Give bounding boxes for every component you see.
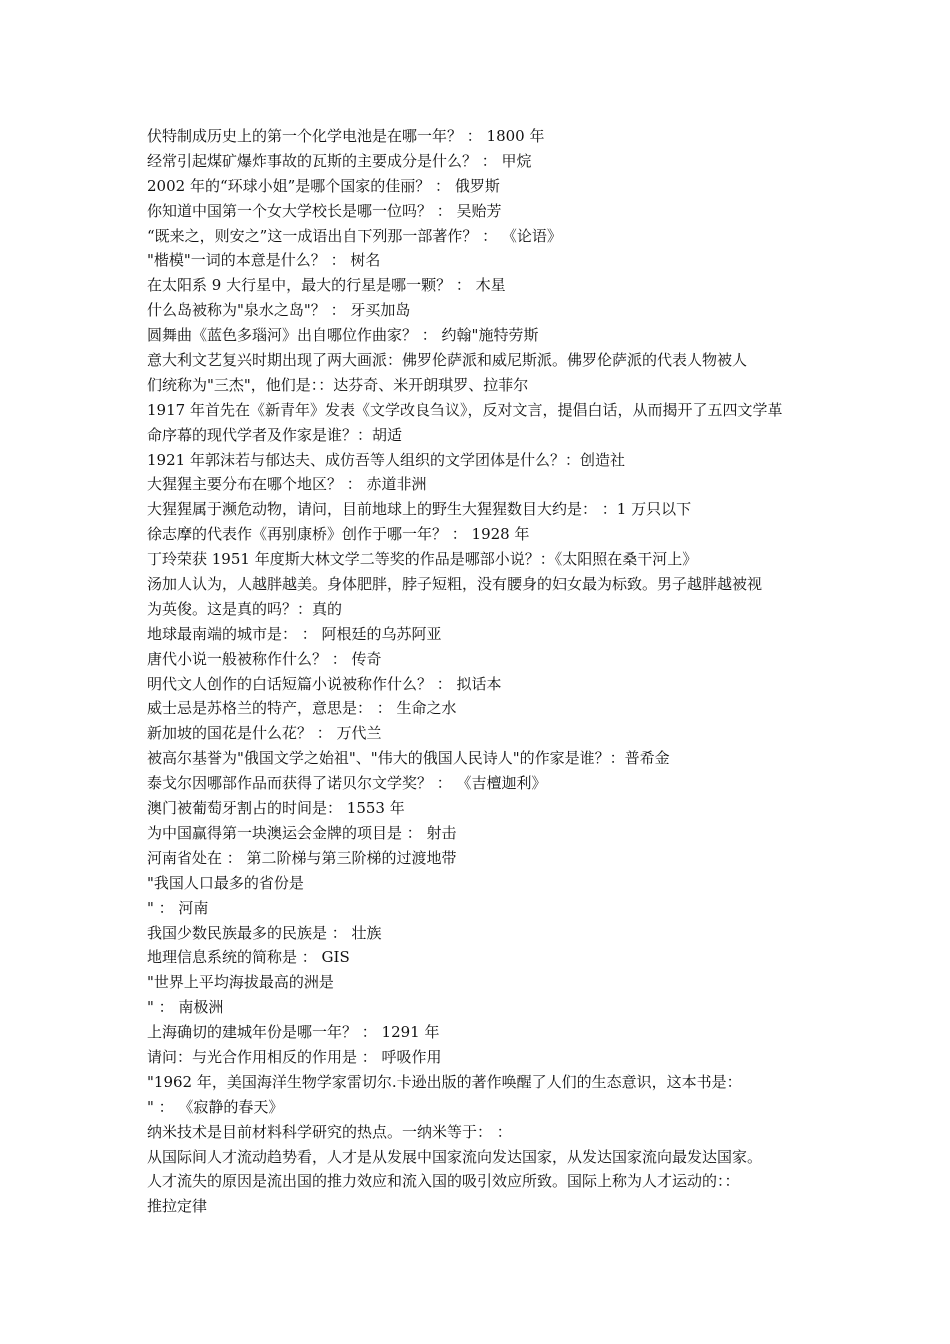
text-line: " ： 南极洲 <box>147 998 224 1017</box>
text-line: " ： 《寂静的春天》 <box>147 1097 284 1116</box>
text-line: 地球最南端的城市是： ： 阿根廷的乌苏阿亚 <box>147 624 442 643</box>
text-line: 河南省处在 ： 第二阶梯与第三阶梯的过渡地带 <box>147 848 457 867</box>
text-line: 推拉定律 <box>147 1197 208 1216</box>
text-line: 泰戈尔因哪部作品而获得了诺贝尔文学奖？ ： 《吉檀迦利》 <box>147 774 547 793</box>
text-line: 经常引起煤矿爆炸事故的瓦斯的主要成分是什么？ ： 甲烷 <box>147 151 532 170</box>
text-line: 丁玲荣获 1951 年度斯大林文学二等奖的作品是哪部小说？：《太阳照在桑干河上》 <box>147 550 698 569</box>
text-line: 明代文人创作的白话短篇小说被称作什么？ ： 拟话本 <box>147 674 502 693</box>
text-line: 新加坡的国花是什么花？ ： 万代兰 <box>147 724 382 743</box>
text-line: 被高尔基誉为"俄国文学之始祖"、"伟大的俄国人民诗人"的作家是谁？：普希金 <box>147 749 670 768</box>
text-line: 伏特制成历史上的第一个化学电池是在哪一年？ ： 1800 年 <box>147 127 545 145</box>
text-line: 大猩猩属于濒危动物，请问，目前地球上的野生大猩猩数目大约是： ：1 万只以下 <box>147 500 692 519</box>
text-line: "我国人口最多的省份是 <box>147 873 304 892</box>
text-line: “既来之，则安之”这一成语出自下列那一部著作？ ： 《论语》 <box>147 226 562 245</box>
text-line: "1962 年，美国海洋生物学家雷切尔.卡逊出版的著作唤醒了人们的生态意识，这本书是： <box>147 1072 742 1091</box>
text-line: 我国少数民族最多的民族是 ： 壮族 <box>147 923 382 942</box>
text-line: 什么岛被称为"泉水之岛"？ ： 牙买加岛 <box>147 301 411 320</box>
text-line: 澳门被葡萄牙割占的时间是： 1553 年 <box>147 799 405 818</box>
text-line: 徐志摩的代表作《再别康桥》创作于哪一年？ ： 1928 年 <box>147 525 530 544</box>
text-line: 大猩猩主要分布在哪个地区？ ： 赤道非洲 <box>147 475 427 494</box>
text-line: 圆舞曲《蓝色多瑙河》出自哪位作曲家？ ： 约翰"施特劳斯 <box>147 326 539 345</box>
text-line: "楷模"一词的本意是什么？ ： 树名 <box>147 251 381 270</box>
text-line: 为英俊。这是真的吗？：真的 <box>147 599 343 618</box>
text-line: 命序幕的现代学者及作家是谁？：胡适 <box>147 425 403 444</box>
text-line: "世界上平均海拔最高的洲是 <box>147 973 334 992</box>
text-line: 在太阳系 9 大行星中，最大的行星是哪一颗？ ： 木星 <box>147 276 506 295</box>
text-line: 请问：与光合作用相反的作用是 ： 呼吸作用 <box>147 1047 442 1066</box>
text-line: 纳米技术是目前材料科学研究的热点。一纳米等于： ： <box>147 1122 512 1141</box>
text-line: 2002 年的“环球小姐”是哪个国家的佳丽？ ： 俄罗斯 <box>147 176 500 195</box>
text-line: 你知道中国第一个女大学校长是哪一位吗？ ： 吴贻芳 <box>147 201 502 220</box>
text-line: 威士忌是苏格兰的特产，意思是： ： 生命之水 <box>147 699 457 718</box>
document-body <box>147 124 827 1219</box>
text-line: 汤加人认为，人越胖越美。身体肥胖，脖子短粗，没有腰身的妇女最为标致。男子越胖越被视 <box>147 575 763 594</box>
text-line: 人才流失的原因是流出国的推力效应和流入国的吸引效应所致。国际上称为人才运动的：： <box>147 1172 740 1191</box>
text-line: 们统称为"三杰"，他们是：：达芬奇、米开朗琪罗、拉菲尔 <box>147 375 529 394</box>
text-line: 从国际间人才流动趋势看，人才是从发展中国家流向发达国家，从发达国家流向最发达国家。 <box>147 1147 763 1166</box>
text-line: 上海确切的建城年份是哪一年？ ： 1291 年 <box>147 1023 440 1042</box>
text-line: 1921 年郭沫若与郁达夫、成仿吾等人组织的文学团体是什么？：创造社 <box>147 450 625 469</box>
text-line: 意大利文艺复兴时期出现了两大画派：佛罗伦萨派和威尼斯派。佛罗伦萨派的代表人物被人 <box>147 351 748 370</box>
text-line: 唐代小说一般被称作什么？ ： 传奇 <box>147 649 382 668</box>
text-line: " ： 河南 <box>147 898 209 917</box>
text-line: 1917 年首先在《新青年》发表《文学改良刍议》，反对文言，提倡白话，从而揭开了五四文学革 <box>147 400 783 419</box>
text-line: 地理信息系统的简称是 ： GIS <box>147 948 350 967</box>
text-line: 为中国赢得第一块澳运会金牌的项目是 ： 射击 <box>147 823 457 842</box>
